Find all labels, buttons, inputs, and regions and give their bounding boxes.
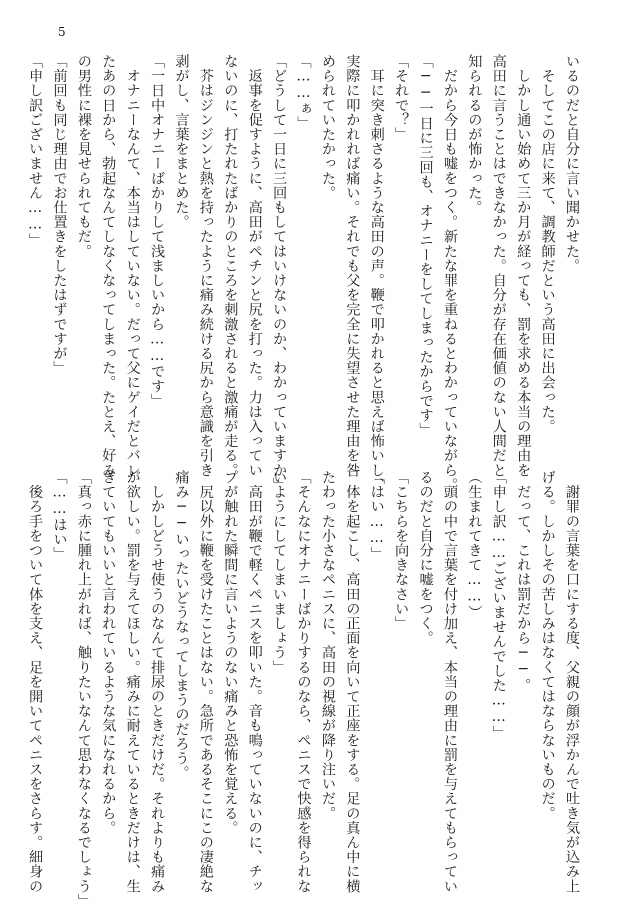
text-line: 「それで？」	[393, 54, 410, 142]
text-line: 「一日中オナニーばかりして浅ましいから……です」	[149, 54, 166, 408]
text-line: 剥がし、言葉をまとめた。	[173, 54, 190, 230]
text-line: きていてもいいと言われているような気になれるから。	[100, 470, 117, 835]
text-line: いるのだと自分に言い聞かせた。	[564, 54, 580, 273]
text-line: 痛み──いったいどうなってしまうのだろう。	[173, 470, 190, 781]
lower-text-block	[23, 470, 584, 908]
text-line: そしてこの店に来て、調教師だという高田に出会った。	[539, 54, 556, 434]
text-line: たわった小さなペニスに、高田の視線が降り注いだ。	[319, 470, 336, 821]
text-line: 「……はい」	[51, 470, 68, 562]
text-line: 耳に突き刺さるような高田の声。鞭で叩かれると思えば怖いし、	[368, 54, 385, 492]
text-line: しかしどうせ使うのなんて排尿のときだけだ。それよりも痛み	[149, 470, 166, 894]
text-line: が欲しい。罰を与えてほしい。痛みに耐えているときだけは、生	[124, 470, 141, 894]
text-line: 知られるのが怖かった。	[466, 54, 483, 215]
text-line: 体を起こし、高田の正面を向いて正座をする。足の真ん中に横	[344, 470, 361, 894]
text-line: 実際に叩かれれば痛い。それでも父を完全に失望させた理由を咎	[344, 54, 361, 478]
text-line: 謝罪の言葉を口にする度、父親の顔が浮かんで吐き気が込み上	[564, 470, 580, 894]
text-line: たあの日から、勃起なんてしなくなってしまった。たとえ、好み	[100, 54, 117, 478]
text-line: 返事を促すように、高田がペチンと尻を打った。力は入ってい	[246, 54, 263, 478]
text-line: 「真っ赤に腫れ上がれば、触りたいなんて思わなくなるでしょう」	[75, 470, 92, 908]
page-number: 5	[58, 25, 66, 39]
text-line: 「申し訳……ございませんでした……」	[490, 470, 507, 740]
text-line: だって、これは罰だから──。	[515, 470, 532, 693]
text-line: ないのに、打たれたばかりのところを刺激されると激痛が走る。	[222, 54, 239, 478]
text-line: るのだと自分に嘘をつく。	[417, 470, 434, 646]
text-line: 頭の中で言葉を付け加え、本当の理由に罰を与えてもらってい	[441, 470, 458, 894]
text-line: 「……ぁ」	[295, 54, 312, 131]
text-line: だから今日も嘘をつく。新たな罪を重ねるとわかっていながら。	[441, 54, 458, 492]
text-line: められていたかった。	[319, 54, 336, 200]
text-line: 芥はジンジンと熱を持ったように痛み続ける尻から意識を引き	[197, 54, 214, 478]
text-line: の男性に裸を見せられてもだ。	[75, 54, 92, 259]
text-line: オナニーなんて、本当はしていない。だって父にゲイだとバレ	[124, 54, 141, 478]
text-line: 後ろ手をついて体を支え、足を開いてペニスをさらす。細身の	[27, 470, 44, 894]
text-line: 高田に言うことはできなかった。自分が存在価値のない人間だと	[490, 54, 507, 478]
text-line: 「そんなにオナニーばかりするのなら、ペニスで快感を得られな	[295, 470, 312, 894]
text-line: 尻以外に鞭を受けたことはない。急所であるそこにこの凄絶な	[197, 470, 214, 894]
text-line: げる。しかしその苦しみはなくてはならないものだ。	[539, 470, 556, 821]
text-line: プが触れた瞬間に言いようのない痛みと恐怖を覚える。	[222, 470, 239, 835]
text-line: 「前回も同じ理由でお仕置きをしたはずですが」	[51, 54, 68, 376]
text-line: 「こちらを向きなさい」	[393, 470, 410, 631]
text-line: 「申し訳ございません……」	[27, 54, 44, 248]
upper-text-block	[23, 54, 584, 492]
text-line: （生まれてきて……）	[466, 470, 483, 620]
text-line: いようにしてしまいましょう」	[271, 470, 288, 675]
text-line: 高田が鞭で軽くペニスを叩いた。音も鳴っていないのに、チッ	[246, 470, 263, 894]
text-line: 「はい……」	[368, 470, 385, 562]
text-line: 「──一日に三回も、オナニーをしてしまったからです」	[417, 54, 434, 438]
text-line: しかし通い始めて三か月が経っても、罰を求める本当の理由を	[515, 54, 532, 478]
text-line: 「どうして一日に三回もしてはいけないのか、わかっていますか」	[271, 54, 288, 492]
